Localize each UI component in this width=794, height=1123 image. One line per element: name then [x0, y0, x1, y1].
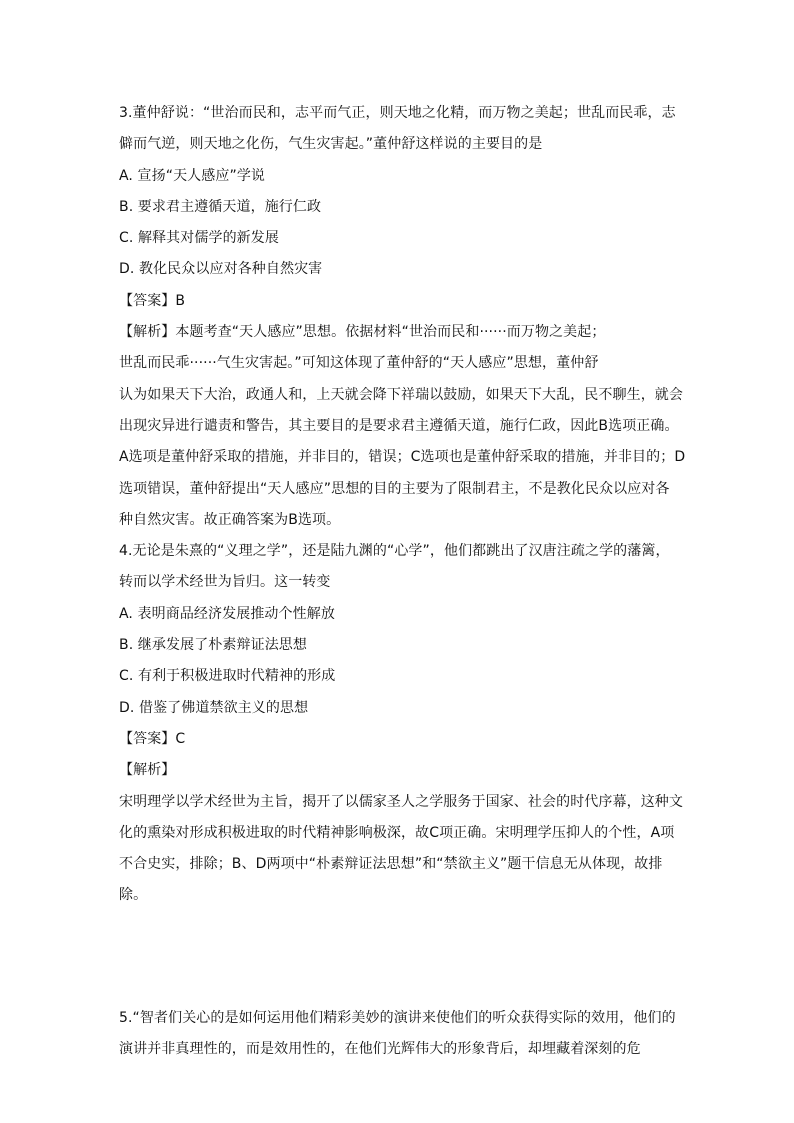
question-4 [119, 540, 683, 916]
spacer [119, 916, 679, 1007]
option-c: C. 有利于积极进取时代精神的形成 [119, 668, 336, 685]
analysis-line: 不合史实，排除；B、D两项中“朴素辩证法思想”和“禁欲主义”题干信息无从体现，故排 [119, 856, 663, 873]
option-d: D. 借鉴了佛道禁欲主义的思想 [119, 699, 309, 716]
analysis-line: 除。 [119, 887, 148, 904]
analysis-line: 世乱而民乖······气生灾害起。”可知这体现了董仲舒的“天人感应”思想，董仲舒 [119, 355, 599, 372]
question-stem: 转而以学术经世为旨归。这一转变 [119, 574, 331, 591]
analysis-label: 【解析】 [119, 762, 176, 779]
question-stem: 演讲并非真理性的，而是效用性的，在他们光辉伟大的形象背后，却埋藏着深刻的危 [119, 1041, 641, 1058]
question-stem: 5.“智者们关心的是如何运用他们精彩美妙的演讲来使他们的听众获得实际的效用，他们的 [119, 1009, 676, 1026]
option-a: A. 宣扬“天人感应”学说 [119, 167, 266, 184]
analysis-line: 种自然灾害。故正确答案为B选项。 [119, 511, 341, 528]
analysis-line: A选项是董仲舒采取的措施，并非目的，错误；C选项也是董仲舒采取的措施，并非目的；D [119, 449, 686, 466]
answer: 【答案】C [119, 730, 186, 747]
option-a: A. 表明商品经济发展推动个性解放 [119, 605, 335, 622]
analysis-line: 【解析】本题考查“天人感应”思想。依据材料“世治而民和······而万物之美起； [119, 324, 606, 341]
analysis-line: 化的熏染对形成积极进取的时代精神影响极深，故C项正确。宋明理学压抑人的个性，A项 [119, 824, 675, 841]
question-stem: 3.董仲舒说：“世治而民和，志平而气正，则天地之化精，而万物之美起；世乱而民乖，志 [119, 105, 676, 121]
answer: 【答案】B [119, 292, 186, 309]
option-b: B. 要求君主遵循天道，施行仁政 [119, 198, 322, 215]
option-b: B. 继承发展了朴素辩证法思想 [119, 637, 308, 654]
question-stem: 4.无论是朱熹的“义理之学”，还是陆九渊的“心学”，他们都跳出了汉唐注疏之学的藩篱， [119, 543, 670, 560]
question-5 [119, 1007, 679, 1070]
option-d: D. 教化民众以应对各种自然灾害 [119, 261, 323, 278]
document-page [119, 102, 686, 1069]
option-c: C. 解释其对儒学的新发展 [119, 230, 279, 247]
question-3 [119, 102, 686, 540]
analysis-line: 出现灾异进行谴责和警告，其主要目的是要求君主遵循天道，施行仁政，因此B选项正确。 [119, 417, 679, 434]
analysis-line: 选项错误，董仲舒提出“天人感应”思想的目的主要为了限制君主，不是教化民众以应对各 [119, 480, 670, 497]
question-stem: 僻而气逆，则天地之化伤，气生灾害起。”董仲舒这样说的主要目的是 [119, 136, 543, 153]
analysis-line: 宋明理学以学术经世为主旨，揭开了以儒家圣人之学服务于国家、社会的时代序幕，这种文 [119, 793, 683, 810]
analysis-line: 认为如果天下大治，政通人和，上天就会降下祥瑞以鼓励，如果天下大乱，民不聊生，就会 [119, 386, 683, 403]
